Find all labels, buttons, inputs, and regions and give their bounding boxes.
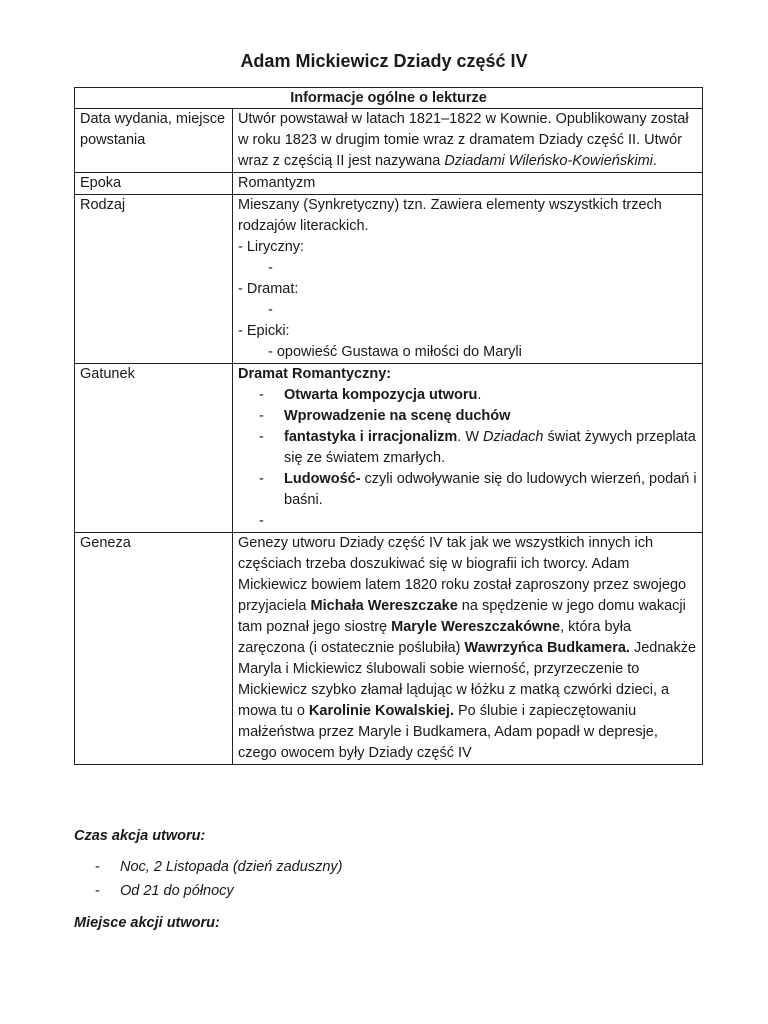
label-geneza: Geneza	[75, 533, 233, 765]
gatunek-item4-rest: czyli odwoływanie się do ludowych wierzeń, podań i baśni.	[284, 471, 697, 508]
geneza-t4: Jednakże Maryla i Mickiewicz ślubowali sobie wierność, przyrzeczenie to Mickiewicz szybko złamał lądując w łóżku z matką czwórki dzieci, a mowa tu o	[238, 640, 697, 719]
list-item	[284, 469, 697, 511]
rodzaj-epicki-item: - opowieść Gustawa o miłości do Maryli	[268, 344, 522, 360]
value-geneza	[233, 533, 703, 765]
miejsce-heading: Miejsce akcji utworu:	[74, 915, 220, 931]
czas-heading: Czas akcja utworu:	[74, 828, 206, 844]
list-item	[284, 406, 697, 427]
geneza-b2: Maryle Wereszczakówne	[391, 619, 561, 635]
gatunek-item3-italic: Dziadach	[483, 429, 544, 445]
data-wydania-italic: Dziadami Wileńsko-Kowieńskimi	[444, 153, 653, 169]
label-gatunek: Gatunek	[75, 364, 233, 533]
rodzaj-liryczny: - Liryczny:	[238, 239, 305, 255]
value-epoka: Romantyzm	[233, 173, 703, 195]
list-item	[284, 427, 697, 469]
row-data-wydania	[75, 109, 703, 173]
geneza-t2: na spędzenie w jego domu wakacji tam poznał jego siostrę	[238, 598, 686, 635]
page-title: Adam Mickiewicz Dziady część IV	[240, 51, 528, 71]
list-item: - Od 21 do północy	[120, 879, 342, 903]
geneza-b4: Karolinie Kowalskiej.	[308, 703, 454, 719]
row-epoka	[75, 173, 703, 195]
gatunek-item1: Otwarta kompozycja utworu	[284, 387, 478, 403]
gatunek-item1-end: .	[477, 387, 482, 403]
label-epoka: Epoka	[75, 173, 233, 195]
gatunek-item2: Wprowadzenie na scenę duchów	[284, 408, 511, 424]
value-rodzaj	[233, 195, 703, 364]
geneza-t5: Po ślubie i zapieczętowaniu małżeństwa przez Maryle i Budkamera, Adam popadł w depresje, czego owocem były Dziady część IV	[238, 703, 658, 761]
row-gatunek	[75, 364, 703, 533]
gatunek-heading: Dramat Romantyczny:	[238, 366, 392, 382]
table-header-row	[75, 88, 703, 109]
data-wydania-end: .	[652, 153, 657, 169]
row-geneza	[75, 533, 703, 765]
value-data-wydania	[233, 109, 703, 173]
geneza-t3: , która była zaręczona (i ostatecznie poślubiła)	[238, 619, 632, 656]
geneza-t1: Genezy utworu Dziady część IV tak jak we wszystkich innych ich częściach trzeba doszukiwać się w biografii ich tworcy. Adam Mickiewicz bowiem latem 1820 roku został zaproszony przez swojego przyjaciela	[238, 535, 687, 614]
geneza-b3: Wawrzyńca Budkamera.	[464, 640, 630, 656]
geneza-b1: Michała Wereszczake	[310, 598, 458, 614]
czas-list	[74, 855, 342, 903]
table-header: Informacje ogólne o lekturze	[75, 88, 703, 109]
label-data-wydania: Data wydania, miejsce powstania	[75, 109, 233, 173]
gatunek-item3-b: świat żywych przeplata się ze światem zmarłych.	[284, 429, 696, 466]
info-table	[74, 87, 703, 765]
list-item: - Noc, 2 Listopada (dzień zaduszny)	[120, 855, 342, 879]
empty-dash: -	[268, 302, 273, 318]
gatunek-item3-a: . W	[457, 429, 484, 445]
row-rodzaj	[75, 195, 703, 364]
rodzaj-epicki: - Epicki:	[238, 323, 290, 339]
gatunek-item3-bold: fantastyka i irracjonalizm	[284, 429, 458, 445]
gatunek-list	[238, 385, 697, 532]
list-item	[284, 511, 697, 532]
rodzaj-dramat: - Dramat:	[238, 281, 299, 297]
list-item	[284, 385, 697, 406]
gatunek-item4-bold: Ludowość-	[284, 471, 361, 487]
value-gatunek	[233, 364, 703, 533]
label-rodzaj: Rodzaj	[75, 195, 233, 364]
data-wydania-text: Utwór powstawał w latach 1821–1822 w Kownie. Opublikowany został w roku 1823 w drugim tomie wraz z dramatem Dziady część II. Utwór wraz z częścią II jest nazywana	[238, 111, 689, 169]
empty-dash: -	[268, 260, 273, 276]
rodzaj-intro: Mieszany (Synkretyczny) tzn. Zawiera elementy wszystkich trzech rodzajów literackich.	[238, 197, 662, 234]
